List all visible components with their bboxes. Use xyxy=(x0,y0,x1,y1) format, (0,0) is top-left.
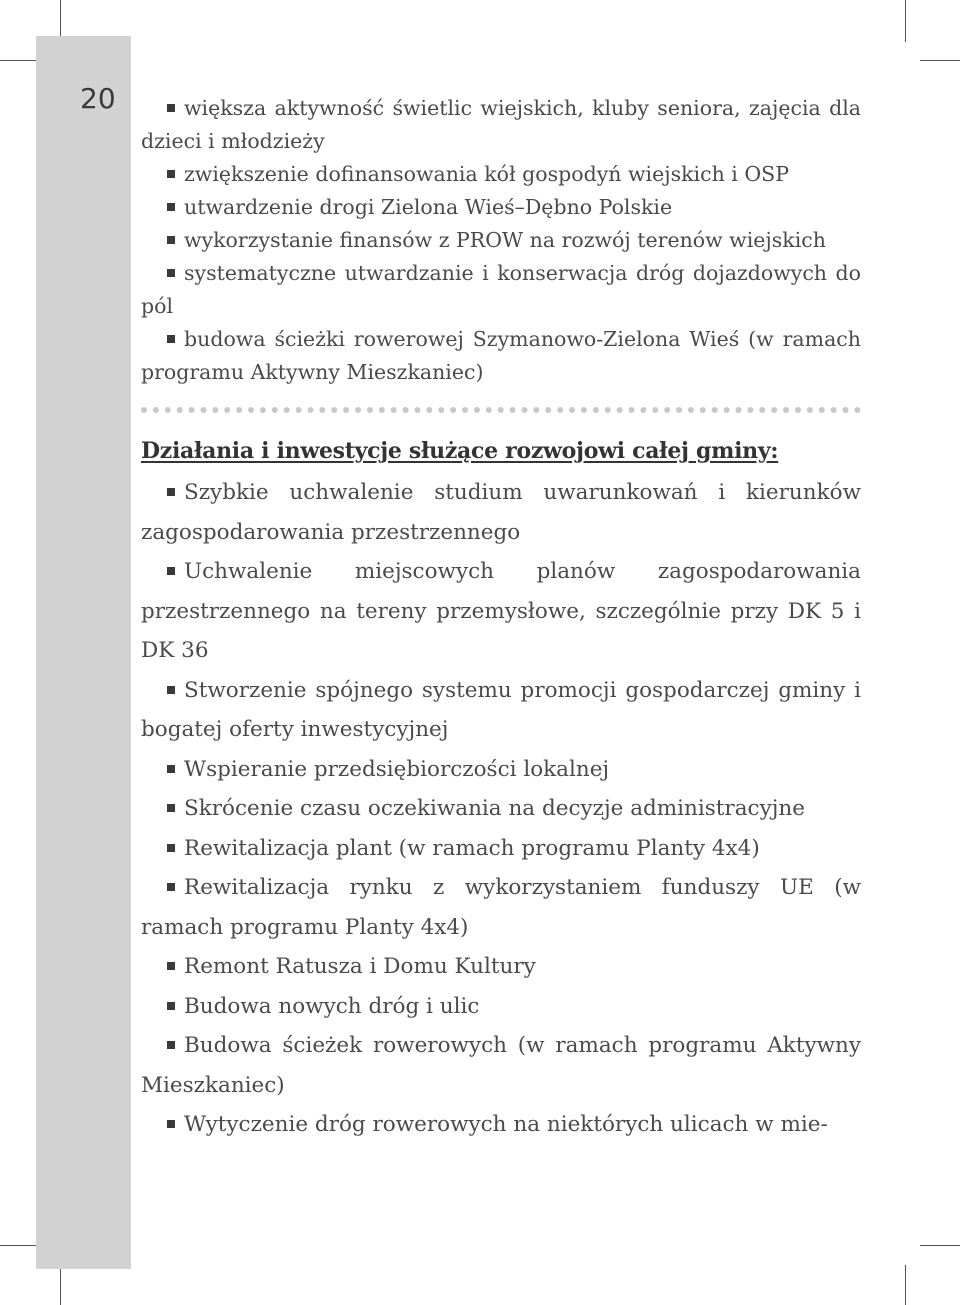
list-item: Skrócenie czasu oczekiwania na decyzje administracyjne xyxy=(141,789,861,829)
square-bullet-icon xyxy=(167,488,175,496)
square-bullet-icon xyxy=(167,335,175,343)
list-item: Wytyczenie dróg rowerowych na niektórych ulicach w mie- xyxy=(141,1105,861,1145)
square-bullet-icon xyxy=(167,804,175,812)
square-bullet-icon xyxy=(167,1120,175,1128)
list-item: Budowa ścieżek rowerowych (w ramach programu Aktywny Mieszkaniec) xyxy=(141,1033,861,1098)
section1-list xyxy=(141,92,861,389)
list-item: utwardzenie drogi Zielona Wieś–Dębno Polskie xyxy=(141,191,861,224)
square-bullet-icon xyxy=(167,203,175,211)
list-item: budowa ścieżki rowerowej Szymanowo-Zielona Wieś (w ramach programu Aktywny Mieszkaniec) xyxy=(141,327,861,384)
crop-mark xyxy=(905,0,906,42)
list-item: Wspieranie przedsiębiorczości lokalnej xyxy=(141,750,861,790)
square-bullet-icon xyxy=(167,962,175,970)
page-content xyxy=(141,92,861,1145)
list-item: wykorzystanie finansów z PROW na rozwój terenów wiejskich xyxy=(141,224,861,257)
list-item: Remont Ratusza i Domu Kultury xyxy=(141,947,861,987)
list-item: większa aktywność świetlic wiejskich, kluby seniora, zajęcia dla dzieci i młodzieży xyxy=(141,96,861,153)
crop-mark xyxy=(920,60,960,61)
square-bullet-icon xyxy=(167,1002,175,1010)
square-bullet-icon xyxy=(167,236,175,244)
page-number: 20 xyxy=(80,82,116,115)
list-item: Budowa nowych dróg i ulic xyxy=(141,987,861,1027)
list-item: Rewitalizacja rynku z wykorzystaniem funduszy UE (w ramach programu Planty 4x4) xyxy=(141,875,861,940)
square-bullet-icon xyxy=(167,567,175,575)
list-item: Stworzenie spójnego systemu promocji gospodarczej gminy i bogatej oferty inwestycyjnej xyxy=(141,677,861,742)
list-item: Szybkie uchwalenie studium uwarunkowań i kierunków zagospodarowania przestrzennego xyxy=(141,480,861,545)
list-item: Rewitalizacja plant (w ramach programu Planty 4x4) xyxy=(141,829,861,869)
square-bullet-icon xyxy=(167,883,175,891)
section2-list xyxy=(141,473,861,1145)
list-item: systematyczne utwardzanie i konserwacja dróg dojazdowych do pól xyxy=(141,261,861,318)
dotted-divider xyxy=(141,407,861,413)
section-heading: Działania i inwestycje służące rozwojowi całej gminy: xyxy=(141,438,779,464)
square-bullet-icon xyxy=(167,269,175,277)
crop-mark xyxy=(920,1245,960,1246)
square-bullet-icon xyxy=(167,686,175,694)
square-bullet-icon xyxy=(167,1041,175,1049)
list-item: Uchwalenie miejscowych planów zagospodarowania przestrzennego na tereny przemysłowe, szczególnie przy DK 5 i DK 36 xyxy=(141,559,861,663)
square-bullet-icon xyxy=(167,170,175,178)
square-bullet-icon xyxy=(167,104,175,112)
crop-mark xyxy=(0,1245,40,1246)
crop-mark xyxy=(0,60,40,61)
crop-mark xyxy=(60,1265,61,1305)
page-margin-bar xyxy=(36,36,131,1269)
square-bullet-icon xyxy=(167,765,175,773)
list-item: zwiększenie dofinansowania kół gospodyń wiejskich i OSP xyxy=(141,158,861,191)
square-bullet-icon xyxy=(167,844,175,852)
crop-mark xyxy=(905,1265,906,1305)
